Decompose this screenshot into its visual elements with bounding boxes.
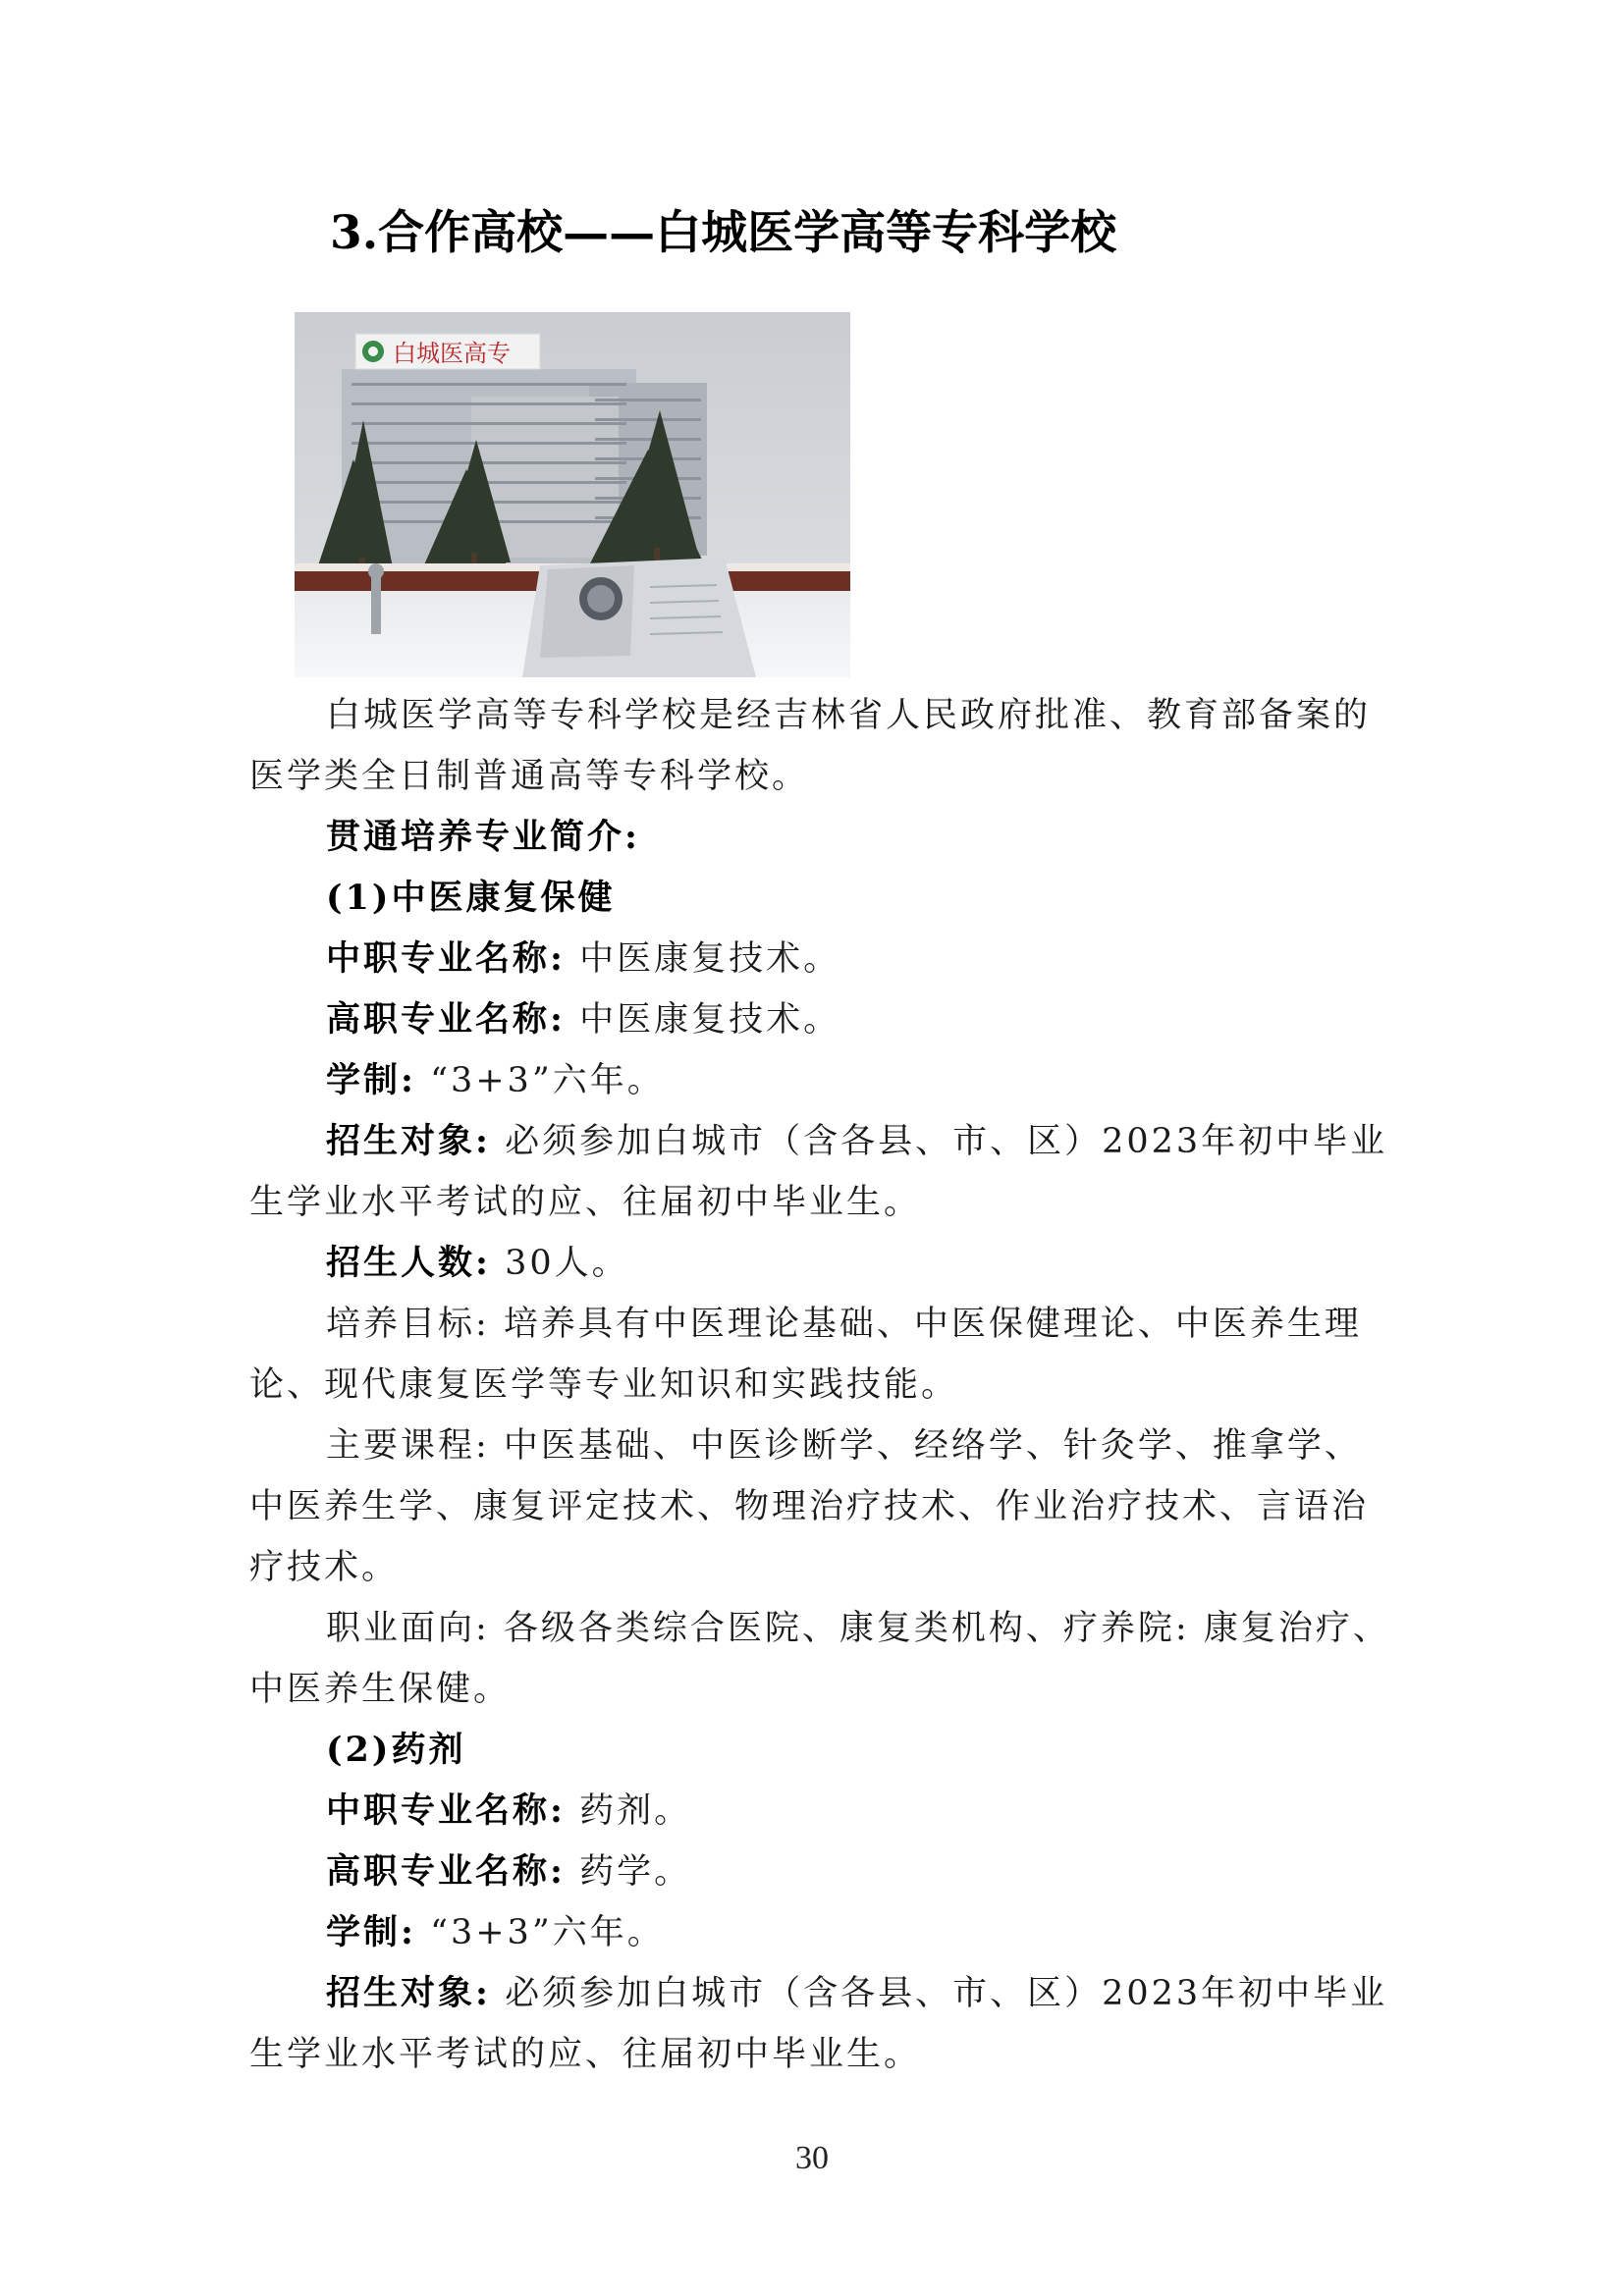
- program1-duixiang-value-1: 必须参加白城市（含各县、市、区）2023年初中毕业: [505, 1122, 1388, 1161]
- program2-gaozhi-value: 药学。: [579, 1852, 692, 1892]
- page-number: 30: [795, 2140, 829, 2176]
- campus-photo: [295, 312, 850, 677]
- program1-title: (1)中医康复保健: [326, 878, 616, 918]
- program2-gaozhi-label: 高职专业名称:: [326, 1851, 566, 1892]
- program2-duixiang-label: 招生对象:: [326, 1973, 491, 2013]
- program2-zhongzhi: [326, 1781, 691, 1842]
- program1-kecheng-3: 疗技术。: [249, 1548, 400, 1587]
- program2-duixiang-value-2: 生学业水平考试的应、往届初中毕业生。: [249, 2035, 922, 2074]
- programs-heading: 贯通培养专业简介:: [326, 817, 640, 857]
- program1-mianxiang-1: 职业面向: 各级各类综合医院、康复类机构、疗养院: 康复治疗、: [326, 1609, 1390, 1648]
- program1-zhongzhi-value: 中医康复技术。: [579, 939, 841, 979]
- program1-xuezhi-value: “3+3”六年。: [430, 1061, 665, 1100]
- program1-xuezhi-label: 学制:: [326, 1060, 416, 1100]
- program2-duixiang-value-1: 必须参加白城市（含各县、市、区）2023年初中毕业: [505, 1974, 1388, 2013]
- program1-kecheng-2: 中医养生学、康复评定技术、物理治疗技术、作业治疗技术、言语治: [249, 1487, 1370, 1526]
- program1-gaozhi-label: 高职专业名称:: [326, 999, 566, 1040]
- campus-sign-text: 白城医高专: [393, 340, 511, 367]
- program2-zhongzhi-label: 中职专业名称:: [326, 1790, 566, 1831]
- intro-line-1: 白城医学高等专科学校是经吉林省人民政府批准、教育部备案的: [326, 696, 1372, 735]
- program1-mubiao-2: 论、现代康复医学等专业知识和实践技能。: [249, 1365, 959, 1405]
- program2-duixiang: [326, 1963, 1387, 2024]
- program1-gaozhi-value: 中医康复技术。: [579, 1000, 841, 1040]
- program1-zhongzhi-label: 中职专业名称:: [326, 938, 566, 979]
- program1-zhongzhi: [326, 929, 840, 989]
- intro-line-2: 医学类全日制普通高等专科学校。: [249, 757, 810, 796]
- program2-xuezhi-label: 学制:: [326, 1912, 416, 1952]
- program1-mianxiang-2: 中医养生保健。: [249, 1670, 512, 1709]
- program1-renshu-value: 30人。: [505, 1244, 629, 1283]
- program1-gaozhi: [326, 989, 840, 1050]
- program1-kecheng-1: 主要课程: 中医基础、中医诊断学、经络学、针灸学、推拿学、: [326, 1426, 1362, 1466]
- program1-duixiang-value-2: 生学业水平考试的应、往届初中毕业生。: [249, 1183, 922, 1222]
- program2-zhongzhi-value: 药剂。: [579, 1791, 692, 1831]
- program2-xuezhi: [326, 1902, 665, 1963]
- program1-xuezhi: [326, 1050, 665, 1111]
- program2-gaozhi: [326, 1842, 691, 1902]
- program1-mubiao-1: 培养目标: 培养具有中医理论基础、中医保健理论、中医养生理: [326, 1305, 1362, 1344]
- section-heading: 3.合作高校——白城医学高等专科学校: [330, 206, 1117, 260]
- program1-renshu-label: 招生人数:: [326, 1243, 491, 1283]
- program2-title: (2)药剂: [326, 1730, 466, 1770]
- program1-renshu: [326, 1233, 629, 1294]
- program1-duixiang: [326, 1111, 1387, 1172]
- program1-duixiang-label: 招生对象:: [326, 1121, 491, 1161]
- program2-xuezhi-value: “3+3”六年。: [430, 1913, 665, 1952]
- body-text: [249, 685, 1390, 2074]
